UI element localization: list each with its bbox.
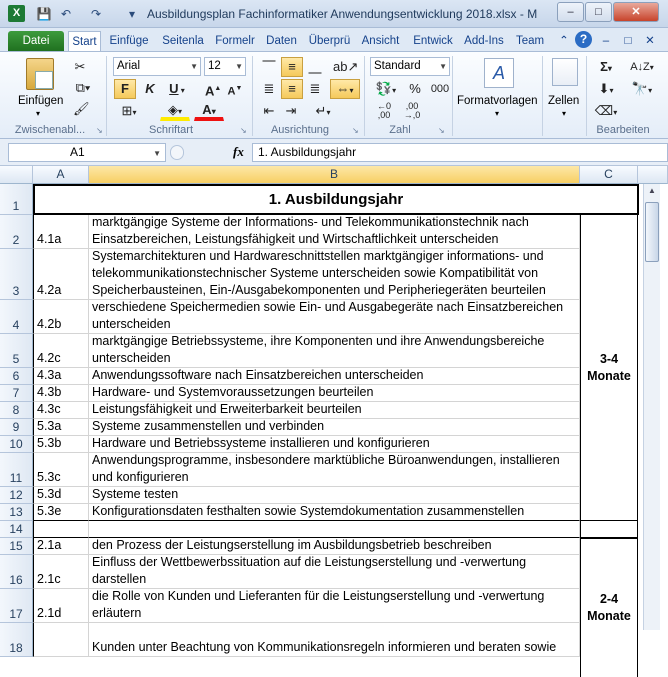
tab-entwicklertools[interactable]: Entwick (413, 35, 453, 47)
italic-button[interactable]: K (145, 81, 155, 96)
row-header[interactable]: 17 (0, 589, 33, 623)
cell-a[interactable] (33, 521, 89, 538)
duration-unit: Monate (587, 609, 631, 623)
styles-button-label[interactable]: Formatvorlagen (457, 95, 538, 107)
fill-icon[interactable]: ⬇▾ (598, 81, 614, 96)
redo-icon[interactable]: ↷ (90, 7, 102, 21)
row-header[interactable]: 3 (0, 249, 33, 300)
title-cell[interactable]: 1. Ausbildungsjahr (33, 184, 639, 215)
tab-seitenlayout[interactable]: Seitenla (162, 35, 204, 47)
cell-b[interactable]: den Prozess der Leistungserstellung im Ausbildungsbetrieb beschreiben (89, 538, 580, 555)
align-middle-icon[interactable]: ≡ (281, 57, 303, 77)
currency-icon[interactable]: 💱▾ (375, 81, 397, 96)
borders-icon[interactable]: ⊞▾ (121, 103, 137, 118)
scroll-up-icon[interactable]: ▲ (648, 186, 656, 195)
alignment-launcher-icon[interactable]: ↘ (352, 126, 359, 135)
tab-formeln[interactable]: Formelr (215, 35, 255, 47)
cell-b[interactable]: Systeme zusammenstellen und verbinden (89, 419, 580, 436)
cell-a[interactable]: 5.3d (33, 487, 89, 504)
workbook-close-icon[interactable]: ✕ (645, 35, 655, 47)
separator (364, 56, 365, 136)
spreadsheet-grid (0, 166, 668, 655)
row-header[interactable]: 13 (0, 504, 33, 521)
row-header[interactable]: 12 (0, 487, 33, 504)
grow-font-icon[interactable]: A▲ (205, 83, 222, 99)
cell-a[interactable]: 4.1a (33, 215, 89, 249)
cell-a[interactable]: 2.1a (33, 538, 89, 555)
rows-container (0, 184, 643, 655)
bold-button[interactable]: F (114, 79, 136, 99)
row-header[interactable]: 18 (0, 623, 33, 657)
underline-button[interactable]: U ▾ (169, 81, 185, 96)
cell-b[interactable]: Systeme testen (89, 487, 580, 504)
separator (542, 56, 543, 136)
separator (586, 56, 587, 136)
cell-b[interactable]: Hardware und Betriebssysteme installieren und konfigurieren (89, 436, 580, 453)
cell-a[interactable]: 5.3a (33, 419, 89, 436)
row-header[interactable]: 16 (0, 555, 33, 589)
align-center-icon[interactable]: ≡ (281, 79, 303, 99)
tab-daten[interactable]: Daten (266, 35, 297, 47)
title-bar (0, 0, 668, 28)
save-icon[interactable]: 💾 (36, 7, 52, 21)
shrink-font-icon[interactable]: A▼ (227, 85, 243, 98)
tab-team[interactable]: Team (515, 35, 545, 47)
row-header[interactable]: 10 (0, 436, 33, 453)
editing-group-label: Bearbeiten (596, 124, 650, 136)
tab-add-ins[interactable]: Add-Ins (464, 35, 504, 47)
row-header[interactable]: 4 (0, 300, 33, 334)
minimize-button[interactable]: – (557, 2, 584, 22)
duration-value: 3-4 (599, 351, 619, 366)
restore-button[interactable]: □ (585, 2, 612, 22)
cell-b[interactable]: Einfluss der Wettbewerbssituation auf die Leistungserstellung und -verwertung darstellen (89, 555, 580, 589)
formula-input[interactable]: 1. Ausbildungsjahr (252, 143, 668, 162)
row-header[interactable]: 6 (0, 368, 33, 385)
cell-a[interactable]: 2.1c (33, 555, 89, 589)
font-launcher-icon[interactable]: ↘ (240, 126, 247, 135)
tab-ansicht[interactable]: Ansicht (361, 35, 400, 47)
column-header-d[interactable] (638, 166, 668, 184)
select-all-corner[interactable] (0, 166, 33, 184)
increase-indent-icon[interactable]: ⇥ (285, 103, 297, 118)
row-header[interactable]: 11 (0, 453, 33, 487)
font-name-combo[interactable]: Arial ▼ (113, 57, 201, 76)
separator (252, 56, 253, 136)
cut-icon[interactable]: ✂ (74, 59, 86, 74)
cell-a[interactable]: 2.1d (33, 589, 89, 623)
formula-bar-grip-icon[interactable] (170, 145, 184, 160)
clipboard-launcher-icon[interactable]: ↘ (96, 126, 103, 135)
separator (106, 56, 107, 136)
column-header-a[interactable]: A (33, 166, 89, 184)
cell-b[interactable]: verschiedene Speichermedien sowie Ein- und Ausgabegeräte nach Einsatzbereichen unterscheiden (89, 300, 580, 334)
tab-start[interactable]: Start (68, 31, 101, 52)
find-select-icon[interactable]: 🔭▾ (631, 81, 653, 96)
cell-b[interactable]: marktgängige Betriebssysteme, ihre Komponenten und ihre Anwendungsbereiche unterscheiden (89, 334, 580, 368)
cell-b[interactable]: die Rolle von Kunden und Lieferanten für die Leistungserstellung und -verwertung erläutern (89, 589, 580, 623)
cell-a[interactable]: 4.3c (33, 402, 89, 419)
cell-a[interactable]: 4.2b (33, 300, 89, 334)
tab-datei[interactable]: Datei (8, 31, 64, 52)
workbook-minimize-icon[interactable]: – (602, 35, 610, 47)
cell-a[interactable]: 4.2c (33, 334, 89, 368)
font-group-label: Schriftart (148, 124, 193, 136)
cell-c[interactable] (580, 521, 638, 538)
row-header[interactable]: 1 (0, 184, 33, 215)
clipboard-group-label: Zwischenabl... (14, 124, 86, 136)
cells-icon[interactable] (552, 58, 578, 86)
row-header[interactable]: 15 (0, 538, 33, 555)
align-top-icon[interactable]: ⎺ (262, 59, 276, 74)
wrap-text-icon[interactable]: ↵▾ (315, 103, 331, 118)
insert-function-icon[interactable]: fx (233, 144, 244, 159)
cell-a[interactable] (33, 623, 89, 657)
cell-a[interactable]: 5.3c (33, 453, 89, 487)
paste-icon[interactable] (26, 58, 54, 90)
orientation-icon[interactable]: ab↗ (333, 59, 359, 74)
styles-dropdown-icon[interactable]: ▾ (495, 109, 500, 118)
separator (452, 56, 453, 136)
align-left-icon[interactable]: ≣ (263, 81, 275, 96)
increase-decimal-icon[interactable]: ←0 ,00 (376, 101, 391, 120)
customize-quickaccess-icon[interactable]: ▾ (128, 7, 136, 21)
cell-a[interactable]: 5.3e (33, 504, 89, 521)
clear-icon[interactable]: ⌫▾ (594, 103, 618, 118)
name-box[interactable]: A1 ▼ (8, 143, 166, 162)
help-icon[interactable]: ? (575, 31, 592, 48)
number-launcher-icon[interactable]: ↘ (438, 126, 445, 135)
excel-logo-icon[interactable]: X (8, 5, 25, 22)
row-header[interactable]: 7 (0, 385, 33, 402)
duration-unit: Monate (587, 368, 631, 383)
cells-button-label[interactable]: Zellen (548, 95, 580, 107)
cell-b[interactable]: Systemarchitekturen und Hardwareschnittstellen marktgängiger informations- und telekommunikationstechnischer Systeme unterscheiden sowie Kompatibilität von Speicherbausteinen, Ein-/Ausgabekomponenten und Peripheriegeräten beurteilen (89, 249, 580, 300)
cell-b[interactable]: Hardware- und Systemvoraussetzungen beurteilen (89, 385, 580, 402)
row-header[interactable]: 2 (0, 215, 33, 249)
tab-ueberpruefen[interactable]: Überprü (308, 35, 351, 47)
align-bottom-icon[interactable]: ⎽ (308, 59, 322, 74)
minimize-ribbon-icon[interactable]: ⌃ (559, 35, 569, 47)
copy-icon[interactable]: ⧉▾ (75, 80, 91, 95)
percent-button[interactable]: % (409, 81, 421, 96)
sort-filter-icon[interactable]: A↓Z▾ (630, 61, 654, 73)
number-group-label: Zahl (389, 124, 411, 136)
column-header-b[interactable]: B (89, 166, 580, 184)
styles-icon[interactable]: A (484, 58, 514, 88)
align-right-icon[interactable]: ≣ (309, 81, 321, 96)
cell-b[interactable]: Konfigurationsdaten festhalten sowie Systemdokumentation zusammenstellen (89, 504, 580, 521)
column-header-c[interactable]: C (580, 166, 638, 184)
cells-dropdown-icon[interactable]: ▾ (562, 109, 567, 118)
cell-a[interactable]: 4.3b (33, 385, 89, 402)
paste-dropdown-icon[interactable]: ▾ (36, 109, 41, 118)
ribbon-tabs (0, 28, 668, 52)
ribbon (0, 51, 668, 139)
row-header[interactable]: 9 (0, 419, 33, 436)
cell-a[interactable]: 5.3b (33, 436, 89, 453)
decrease-decimal-icon[interactable]: ,00 →,0 (403, 101, 421, 120)
font-color-icon[interactable]: A▾ (194, 101, 224, 121)
autosum-button[interactable]: Σ▾ (600, 59, 612, 74)
vertical-scrollbar[interactable] (643, 184, 660, 630)
duration-merged-cell-1[interactable] (580, 215, 638, 521)
number-format-combo[interactable]: Standard ▼ (370, 57, 450, 76)
window-title: Ausbildungsplan Fachinformatiker Anwendungsentwicklung 2018.xlsx - M (147, 7, 538, 21)
undo-icon[interactable]: ↶ (60, 7, 72, 21)
row-header[interactable]: 8 (0, 402, 33, 419)
decrease-indent-icon[interactable]: ⇤ (263, 103, 275, 118)
row-header[interactable]: 14 (0, 521, 33, 538)
cell-b[interactable]: Anwendungsprogramme, insbesondere marktübliche Büroanwendungen, installieren und konfigurieren (89, 453, 580, 487)
duration-value: 2-4 (599, 592, 619, 606)
duration-merged-cell-2[interactable] (580, 538, 638, 677)
scroll-thumb[interactable] (645, 202, 659, 262)
alignment-group-label: Ausrichtung (270, 124, 330, 136)
thousands-separator-button[interactable]: 000 (430, 83, 450, 95)
cell-b[interactable]: Anwendungssoftware nach Einsatzbereichen unterscheiden (89, 368, 580, 385)
format-painter-icon[interactable]: 🖌 (73, 101, 90, 116)
cell-b[interactable]: Leistungsfähigkeit und Erweiterbarkeit beurteilen (89, 402, 580, 419)
cell-a[interactable]: 4.2a (33, 249, 89, 300)
cell-a[interactable]: 4.3a (33, 368, 89, 385)
merge-center-icon[interactable]: ⇔▾ (330, 79, 360, 99)
paste-button-label[interactable]: Einfügen (18, 95, 64, 107)
formula-bar (0, 139, 668, 166)
row-header[interactable]: 5 (0, 334, 33, 368)
cell-b[interactable] (89, 521, 580, 538)
cell-b[interactable]: Kunden unter Beachtung von Kommunikationsregeln informieren und beraten sowie (89, 623, 580, 657)
tab-einfuegen[interactable]: Einfüge (109, 35, 149, 47)
fill-color-icon[interactable]: ◈▾ (160, 101, 190, 121)
close-button[interactable]: ✕ (613, 2, 659, 22)
cell-b[interactable]: marktgängige Systeme der Informations- und Telekommunikationstechnik nach Einsatzbereichen, Leistungsfähigkeit und Wirtschaftlichkeit unterscheiden (89, 215, 580, 249)
workbook-restore-icon[interactable]: □ (624, 35, 632, 47)
font-size-combo[interactable]: 12 ▼ (204, 57, 246, 76)
